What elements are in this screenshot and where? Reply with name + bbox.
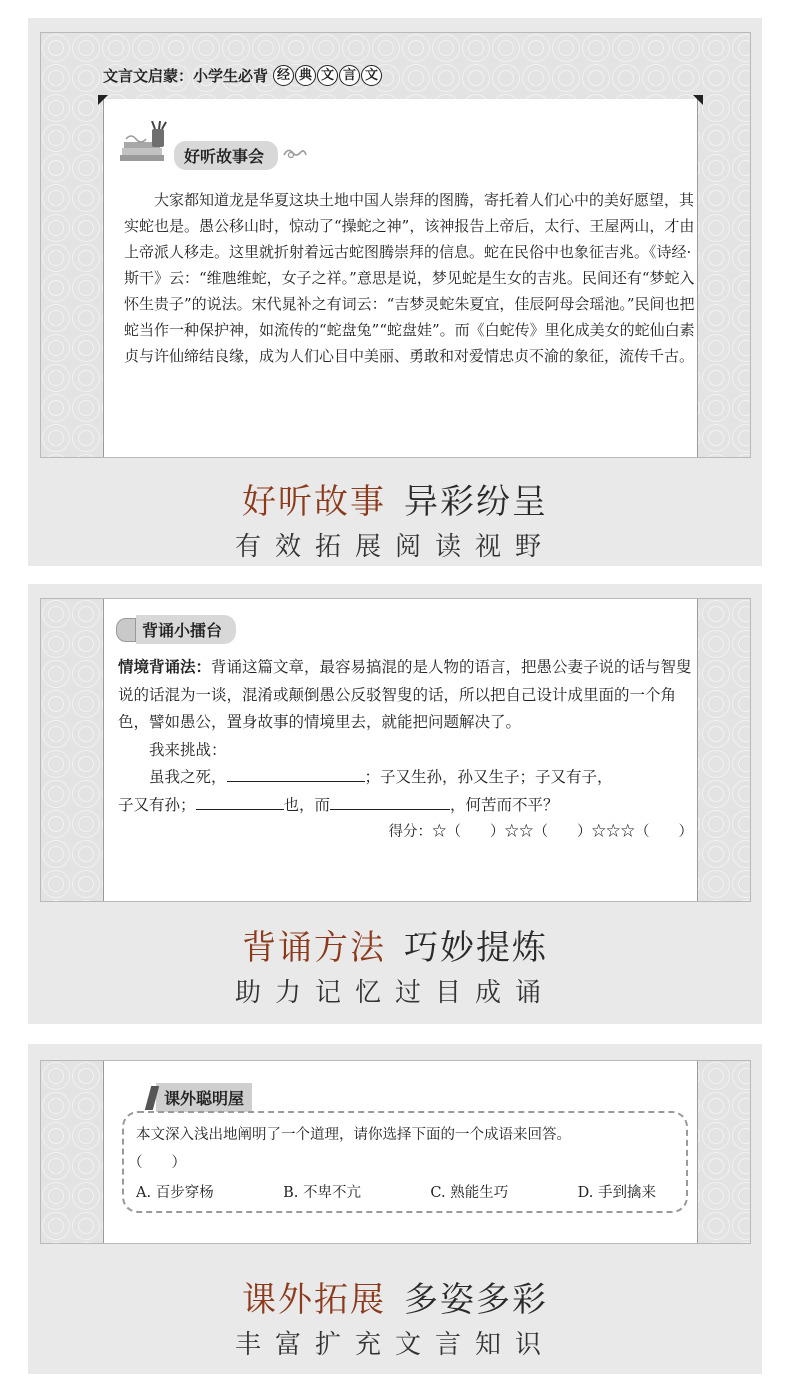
fill-line-2 [118, 792, 693, 820]
option-item[interactable]: A. 百步穿杨 [136, 1185, 214, 1201]
section-tag-label: 课外聪明屋 [156, 1083, 252, 1112]
circled-char: 文 [317, 65, 338, 86]
caption-main: 异彩纷呈 [404, 482, 548, 522]
fill-text: 虽我之死， [149, 768, 227, 786]
corner-ornament-right [693, 95, 703, 105]
caption-subline: 丰富扩充文言知识 [234, 1330, 555, 1360]
cloud-swirl-icon [282, 145, 308, 165]
caption-highlight: 课外拓展 [242, 1280, 386, 1320]
answer-blank-1[interactable] [227, 767, 365, 782]
book-header-circled [272, 65, 382, 86]
option-list [136, 1181, 656, 1202]
fill-text: ，何苦而不平？ [450, 795, 559, 814]
option-item[interactable]: B. 不卑不亢 [283, 1185, 361, 1201]
corner-ornament-left [98, 95, 108, 105]
story-paragraph: 大家都知道龙是华夏这块土地中国人崇拜的图腾，寄托着人们心中的美好愿望，其实蛇也是。愚公移山时，惊动了“操蛇之神”，该神报告上帝后，太行、王屋两山，才由上帝派人移走。这里就折射着远古蛇图腾崇拜的信息。蛇在民俗中也象征吉兆。《诗经·斯干》云：“维虺维蛇，女子之祥。”意思是说，梦见蛇是生女的吉兆。民间还有“梦蛇入怀生贵子”的说法。宋代晁补之有词云：“吉梦灵蛇朱夏宜，佳辰阿母会瑶池。”民间也把蛇当作一种保护神，如流传的“蛇盘兔”“蛇盘娃”。而《白蛇传》里化成美女的蛇仙白素贞与许仙缔结良缘，成为人们心目中美丽、勇敢和对爱情忠贞不渝的象征，流传千古。 [124, 191, 695, 365]
circled-char: 文 [361, 65, 382, 86]
circled-char: 经 [273, 65, 294, 86]
section-tag-recite [116, 615, 236, 644]
fill-text: 子又有孙； [118, 795, 196, 814]
option-item[interactable]: D. 手到擒来 [577, 1185, 656, 1201]
section-tag-extension [148, 1083, 252, 1112]
answer-blank-3[interactable] [330, 795, 450, 810]
caption-main: 巧妙提炼 [404, 928, 548, 968]
option-item[interactable]: C. 熟能生巧 [430, 1185, 509, 1201]
fill-line-1 [118, 764, 693, 792]
page-sheet [103, 1061, 698, 1243]
method-label: 情境背诵法： [118, 657, 212, 676]
caption-headline [28, 920, 762, 969]
story-text [124, 187, 699, 369]
page-sheet [103, 99, 698, 457]
circled-char: 言 [339, 65, 360, 86]
challenge-label: 我来挑战： [149, 740, 227, 759]
caption-headline [28, 1272, 762, 1321]
caption-subline: 助力记忆过目成诵 [234, 978, 555, 1008]
book-header-prefix: 文言文启蒙：小学生必背 [103, 67, 269, 85]
answer-paren[interactable]: （ ） [128, 1155, 186, 1171]
caption-highlight: 背诵方法 [242, 928, 386, 968]
fill-text: 也，而 [283, 795, 331, 814]
panel-recite [28, 584, 762, 1024]
recite-body [118, 653, 693, 847]
question-text: 本文深入浅出地阐明了一个道理，请你选择下面的一个成语来回答。 [136, 1127, 571, 1143]
section-tag-story [118, 121, 308, 175]
circled-char: 典 [295, 65, 316, 86]
panel-extension [28, 1044, 762, 1374]
page-frame [40, 1060, 751, 1244]
method-text: 背诵这篇文章，最容易搞混的是人物的语言，把愚公妻子说的话与智叟说的话混为一谈，混淆或颠倒愚公反驳智叟的话，所以把自己设计成里面的一个角色，譬如愚公，置身故事的情境里去，就能把问题解决了。 [118, 658, 692, 731]
page-frame [40, 32, 751, 458]
books-brush-icon [118, 121, 178, 175]
section-tag-label: 背诵小擂台 [136, 615, 236, 644]
method-paragraph [118, 653, 693, 737]
page-frame [40, 598, 751, 902]
caption-highlight: 好听故事 [242, 482, 386, 522]
caption-headline [28, 474, 762, 523]
book-header [103, 65, 382, 86]
section-tag-label: 好听故事会 [174, 141, 278, 170]
panel-story [28, 18, 762, 566]
caption-main: 多姿多彩 [404, 1280, 548, 1320]
caption-subline: 有效拓展阅读视野 [234, 532, 555, 562]
question-box [122, 1111, 688, 1213]
page-sheet [103, 599, 698, 901]
score-line: 得分：☆（ ）☆☆（ ）☆☆☆（ ） [388, 824, 693, 840]
answer-blank-2[interactable] [196, 795, 284, 810]
scroll-badge-icon [116, 618, 136, 642]
fill-text: ；子又生孙，孙又生子；子又有子， [364, 768, 613, 786]
